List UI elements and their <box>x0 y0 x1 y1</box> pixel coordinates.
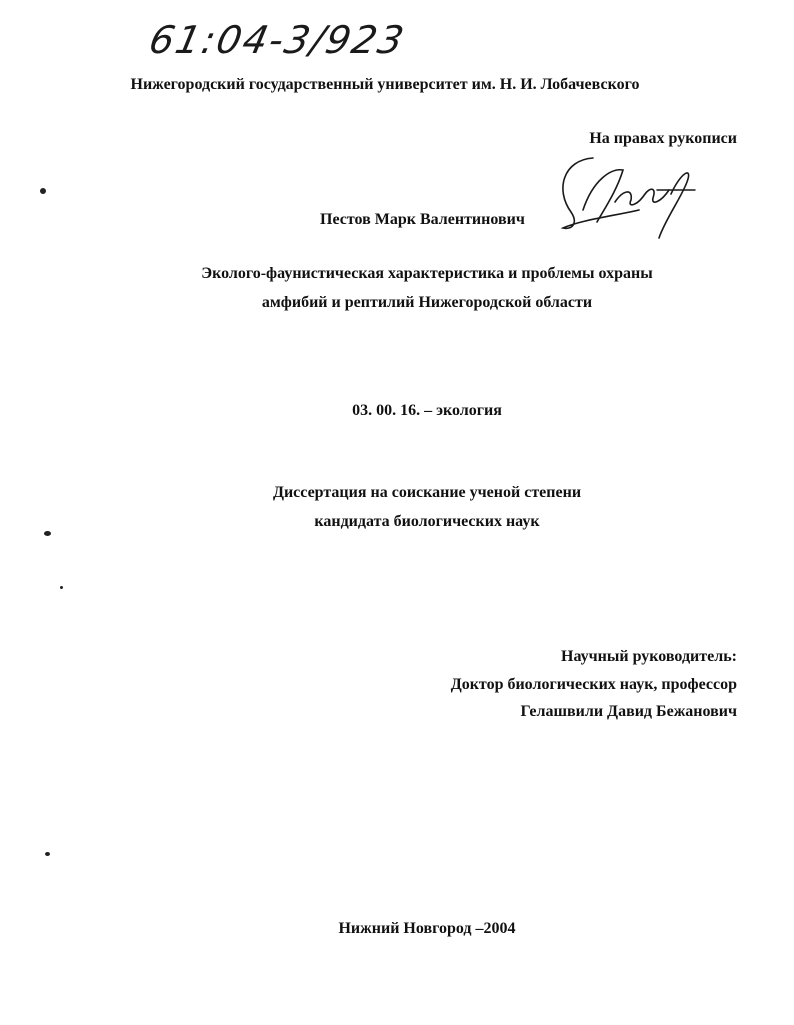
university-name: Нижегородский государственный университет им. Н. И. Лобачевского <box>130 76 640 93</box>
supervisor-heading: Научный руководитель: <box>561 648 737 665</box>
thesis-title-line-1: Эколого-фаунистическая характеристика и проблемы охраны <box>201 265 653 282</box>
specialty-code: 03. 00. 16. – экология <box>352 402 502 419</box>
manuscript-rights-note: На правах рукописи <box>589 130 737 147</box>
scan-speck <box>40 188 46 194</box>
scan-speck <box>45 852 50 856</box>
city-year: Нижний Новгород –2004 <box>338 920 516 937</box>
degree-line-1: Диссертация на соискание ученой степени <box>272 484 582 501</box>
supervisor-name: Гелашвили Давид Бежанович <box>520 703 737 720</box>
scan-speck <box>60 586 63 589</box>
author-name: Пестов Марк Валентинович <box>320 211 525 228</box>
degree-line-2: кандидата биологических наук <box>314 513 540 530</box>
scan-speck <box>44 531 51 536</box>
thesis-title-line-2: амфибий и рептилий Нижегородской области <box>261 294 593 311</box>
archive-code-handwritten: 61:04-3/923 <box>145 18 410 62</box>
author-signature <box>553 150 703 245</box>
supervisor-rank: Доктор биологических наук, профессор <box>450 676 737 693</box>
